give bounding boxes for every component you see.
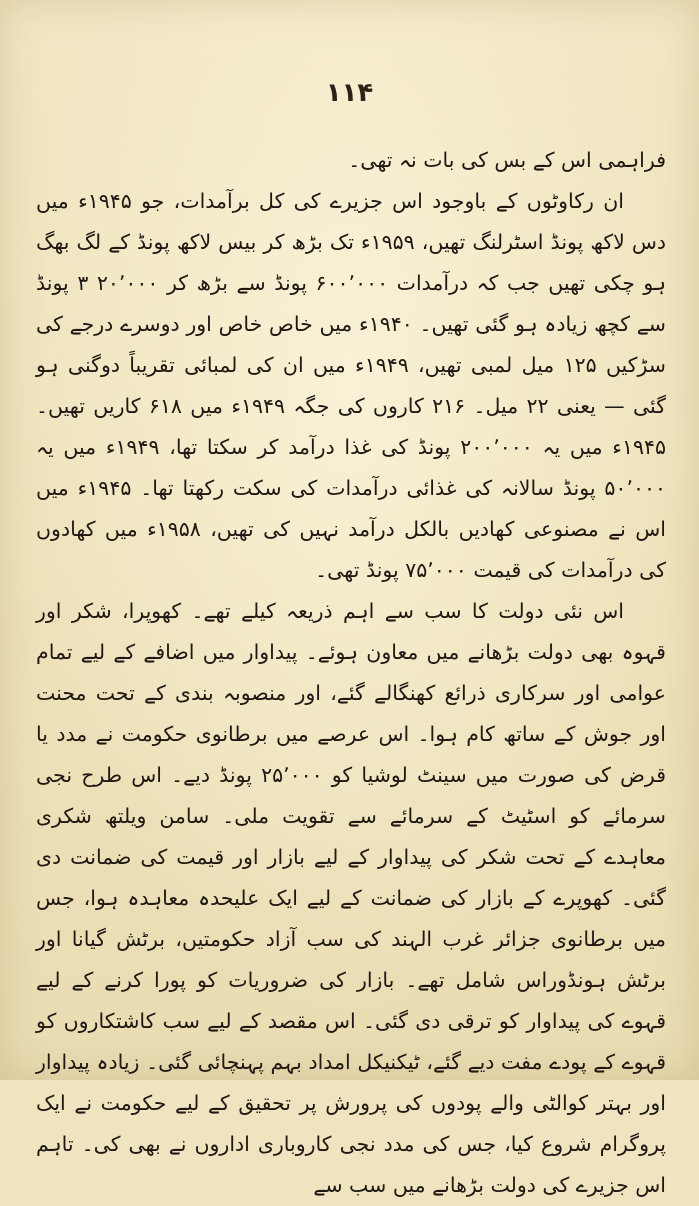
paragraph-wealth-sources: اس نئی دولت کا سب سے اہم ذریعہ کیلے تھے۔ کھوپرا، شکر اور قہوہ بھی دولت بڑھانے میں معاون ہوئے۔ پیداوار میں اضافے کے لیے تمام عوامی اور سرکاری ذرائع کھنگالے گئے، اور منصوبہ بندی کے تحت محنت اور جوش کے ساتھ کام ہوا۔ اس عرصے میں برطانوی حکومت نے مدد یا قرض کی صورت میں سینٹ لوشیا کو ۲۵٬۰۰۰ پونڈ دیے۔ اس طرح نجی سرمائے کو اسٹیٹ کے سرمائے سے تقویت ملی۔ سامن ویلتھ شکری معاہدے کے تحت شکر کی پیداوار کے لیے بازار اور قیمت کی ضمانت دی گئی۔ کھوپرے کے بازار کی ضمانت کے لیے ایک علیحدہ معاہدہ ہوا، جس میں برطانوی جزائر غرب الہند کی سب آزاد حکومتیں، برٹش گیانا اور برٹش ہونڈوراس شامل تھے۔ بازار کی ضروریات کو پورا کرنے کے لیے قہوے کی پیداوار کو ترقی دی گئی۔ اس مقصد کے لیے سب کاشتکاروں کو قہوے کے پودے مفت دیے گئے، ٹیکنیکل امداد بہم پہنچائی گئی۔ زیادہ پیداوار اور بہتر کوالٹی والے پودوں کی پرورش پر تحقیق کے لیے حکومت نے ایک پروگرام شروع کیا، جس کی مدد نجی کاروباری اداروں نے بھی کی۔ تاہم اس جزیرے کی دولت بڑھانے میں سب سے [36,599,666,1197]
paragraph-continuation: فراہمی اس کے بس کی بات نہ تھی۔ [348,148,666,172]
paragraph-exports: ان رکاوٹوں کے باوجود اس جزیرے کی کل برآمدات، جو ۱۹۴۵ء میں دس لاکھ پونڈ اسٹرلنگ تھیں، ۱۹۵۹ء تک بڑھ کر بیس لاکھ پونڈ کے لگ بھگ ہو چکی تھیں جب کہ درآمدات ۶۰۰٬۰۰۰ پونڈ سے بڑھ کر ۲۰٬۰۰۰ ۳ پونڈ سے کچھ زیادہ ہو گئی تھیں۔ ۱۹۴۰ء میں خاص خاص اور دوسرے درجے کی سڑکیں ۱۲۵ میل لمبی تھیں، ۱۹۴۹ء میں ان کی لمبائی تقریباً دوگنی ہو گئی — یعنی ۲۲ میل۔ ۲۱۶ کاروں کی جگہ ۱۹۴۹ء میں ۶۱۸ کاریں تھیں۔ ۱۹۴۵ء میں یہ ۲۰۰٬۰۰۰ پونڈ کی غذا درآمد کر سکتا تھا، ۱۹۴۹ء میں یہ ۵۰٬۰۰۰ پونڈ سالانہ کی غذائی درآمدات کی سکت رکھتا تھا۔ ۱۹۴۵ء میں اس نے مصنوعی کھادیں بالکل درآمد نہیں کی تھیں، ۱۹۵۸ء میں کھادوں کی درآمدات کی قیمت ۷۵٬۰۰۰ پونڈ تھی۔ [36,189,667,582]
page-number: ۱۱۴ [325,78,374,108]
body-text [36,140,666,1206]
